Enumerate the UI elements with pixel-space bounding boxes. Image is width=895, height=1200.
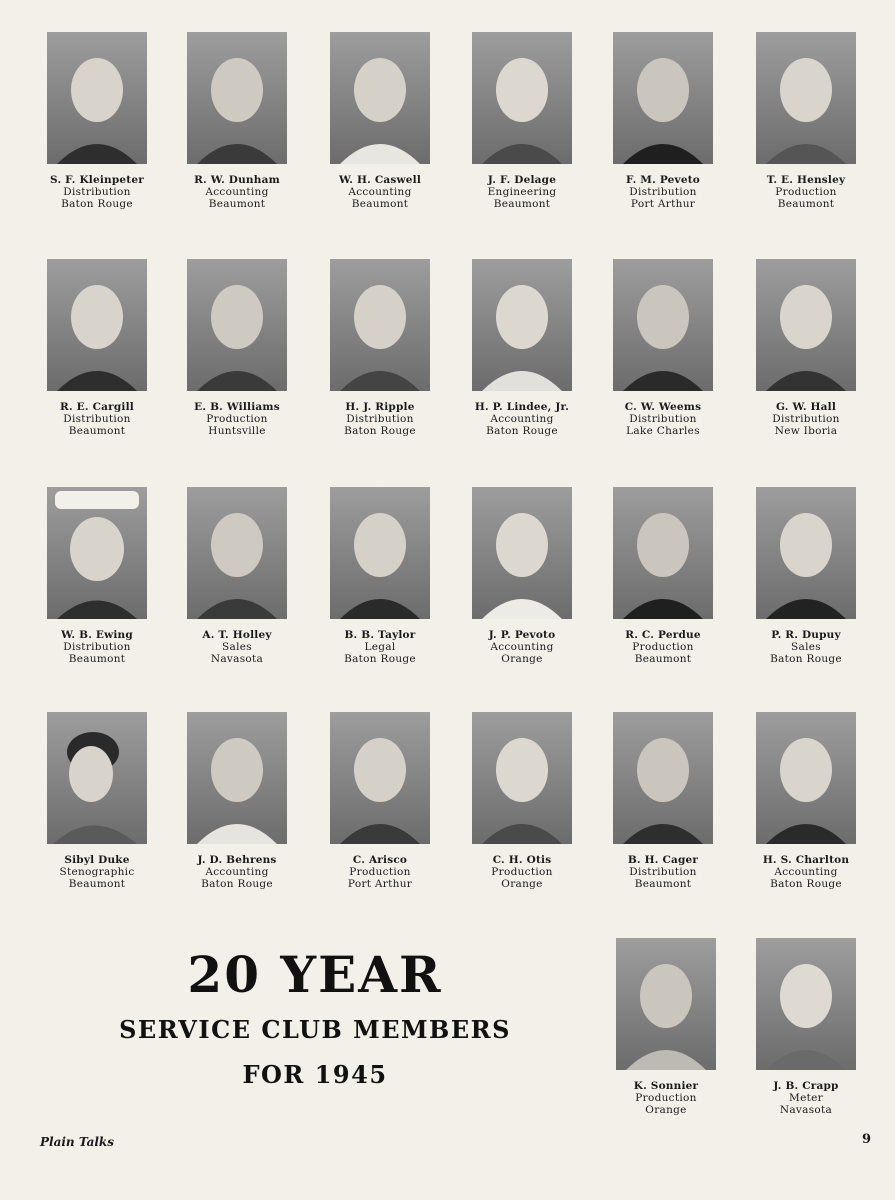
member-card <box>172 712 302 890</box>
member-department: Sales <box>222 641 252 653</box>
member-portrait-photo <box>187 487 287 619</box>
member-card <box>32 487 162 665</box>
member-portrait-photo <box>187 32 287 164</box>
member-card <box>172 32 302 210</box>
member-location: Beaumont <box>634 653 692 665</box>
member-name: B. B. Taylor <box>344 629 416 641</box>
member-card <box>741 32 871 210</box>
member-name: C. Arisco <box>352 854 408 866</box>
member-location: Lake Charles <box>626 425 700 437</box>
member-name: F. M. Peveto <box>626 174 700 186</box>
headline-year: FOR 1945 <box>242 1060 388 1089</box>
member-location: Beaumont <box>208 198 266 210</box>
member-card <box>315 259 445 437</box>
member-location: Navasota <box>210 653 264 665</box>
member-department: Production <box>635 1092 697 1104</box>
member-card <box>457 32 587 210</box>
member-location: Baton Rouge <box>344 653 416 665</box>
member-location: Baton Rouge <box>486 425 558 437</box>
member-location: Beaumont <box>351 198 409 210</box>
member-card <box>601 938 731 1116</box>
member-card <box>741 938 871 1116</box>
member-department: Accounting <box>774 866 838 878</box>
member-card <box>598 32 728 210</box>
member-location: Beaumont <box>68 425 126 437</box>
member-portrait-photo <box>756 487 856 619</box>
page-number: 9 <box>861 1132 871 1147</box>
member-portrait-photo <box>616 938 716 1070</box>
member-location: Baton Rouge <box>770 878 842 890</box>
headline-service-club: SERVICE CLUB MEMBERS <box>119 1015 511 1044</box>
member-department: Accounting <box>490 641 554 653</box>
member-location: Beaumont <box>777 198 835 210</box>
member-card <box>315 32 445 210</box>
member-department: Accounting <box>490 413 554 425</box>
member-portrait-photo <box>330 487 430 619</box>
member-card <box>457 712 587 890</box>
member-portrait-photo <box>330 712 430 844</box>
member-portrait-photo <box>47 487 147 619</box>
member-name: W. B. Ewing <box>61 629 133 641</box>
member-portrait-photo <box>187 712 287 844</box>
member-portrait-photo <box>47 712 147 844</box>
member-department: Distribution <box>346 413 414 425</box>
member-department: Accounting <box>205 186 269 198</box>
member-portrait-photo <box>613 712 713 844</box>
member-department: Stenographic <box>59 866 135 878</box>
member-department: Sales <box>791 641 821 653</box>
member-portrait-photo <box>330 259 430 391</box>
member-name: J. F. Delage <box>487 174 557 186</box>
member-portrait-photo <box>756 32 856 164</box>
member-portrait-photo <box>613 487 713 619</box>
member-card <box>32 32 162 210</box>
member-department: Production <box>775 186 837 198</box>
member-location: Orange <box>501 653 543 665</box>
member-name: S. F. Kleinpeter <box>50 174 144 186</box>
member-name: E. B. Williams <box>194 401 280 413</box>
member-name: W. H. Caswell <box>338 174 422 186</box>
headline-years: 20 YEAR <box>187 945 443 1004</box>
member-department: Distribution <box>629 413 697 425</box>
member-name: J. P. Pevoto <box>488 629 556 641</box>
member-portrait-photo <box>613 32 713 164</box>
member-department: Production <box>206 413 268 425</box>
member-location: Baton Rouge <box>770 653 842 665</box>
member-name: C. H. Otis <box>492 854 552 866</box>
member-name: R. W. Dunham <box>194 174 280 186</box>
member-location: Baton Rouge <box>344 425 416 437</box>
member-department: Accounting <box>348 186 412 198</box>
member-portrait-photo <box>47 32 147 164</box>
member-location: Navasota <box>779 1104 833 1116</box>
member-department: Distribution <box>63 186 131 198</box>
member-department: Distribution <box>63 413 131 425</box>
member-portrait-photo <box>472 487 572 619</box>
member-location: Port Arthur <box>347 878 413 890</box>
member-name: G. W. Hall <box>775 401 837 413</box>
member-portrait-photo <box>472 712 572 844</box>
member-name: C. W. Weems <box>624 401 702 413</box>
member-department: Production <box>632 641 694 653</box>
member-card <box>598 259 728 437</box>
member-card <box>741 712 871 890</box>
member-location: Port Arthur <box>630 198 696 210</box>
member-portrait-photo <box>47 259 147 391</box>
member-portrait-photo <box>756 259 856 391</box>
member-name: H. S. Charlton <box>762 854 850 866</box>
publication-name: Plain Talks <box>40 1135 115 1149</box>
member-department: Distribution <box>772 413 840 425</box>
member-portrait-photo <box>330 32 430 164</box>
member-name: J. B. Crapp <box>773 1080 839 1092</box>
member-location: Orange <box>501 878 543 890</box>
member-card <box>32 259 162 437</box>
member-name: R. C. Perdue <box>625 629 701 641</box>
member-name: T. E. Hensley <box>766 174 846 186</box>
member-name: B. H. Cager <box>627 854 699 866</box>
member-location: Huntsville <box>208 425 266 437</box>
member-card <box>457 487 587 665</box>
member-location: New Iboria <box>774 425 838 437</box>
member-name: Sibyl Duke <box>64 854 130 866</box>
member-card <box>598 487 728 665</box>
member-name: H. J. Ripple <box>345 401 415 413</box>
member-card <box>172 259 302 437</box>
member-portrait-photo <box>613 259 713 391</box>
member-name: J. D. Behrens <box>197 854 277 866</box>
member-location: Beaumont <box>68 878 126 890</box>
member-department: Engineering <box>487 186 557 198</box>
member-portrait-photo <box>756 938 856 1070</box>
member-portrait-photo <box>756 712 856 844</box>
member-name: P. R. Dupuy <box>771 629 841 641</box>
member-card <box>741 487 871 665</box>
member-card <box>598 712 728 890</box>
member-card <box>315 712 445 890</box>
member-location: Beaumont <box>493 198 551 210</box>
member-card <box>172 487 302 665</box>
member-department: Accounting <box>205 866 269 878</box>
member-card <box>315 487 445 665</box>
member-department: Production <box>491 866 553 878</box>
member-portrait-photo <box>472 259 572 391</box>
member-location: Beaumont <box>634 878 692 890</box>
member-portrait-photo <box>472 32 572 164</box>
member-card <box>741 259 871 437</box>
member-portrait-photo <box>187 259 287 391</box>
member-location: Beaumont <box>68 653 126 665</box>
member-card <box>457 259 587 437</box>
member-department: Distribution <box>63 641 131 653</box>
member-name: K. Sonnier <box>633 1080 699 1092</box>
member-name: H. P. Lindee, Jr. <box>474 401 570 413</box>
member-department: Distribution <box>629 866 697 878</box>
member-department: Legal <box>364 641 396 653</box>
member-location: Baton Rouge <box>201 878 273 890</box>
member-department: Production <box>349 866 411 878</box>
member-card <box>32 712 162 890</box>
member-department: Meter <box>789 1092 823 1104</box>
member-name: R. E. Cargill <box>60 401 134 413</box>
member-location: Orange <box>645 1104 687 1116</box>
member-location: Baton Rouge <box>61 198 133 210</box>
member-department: Distribution <box>629 186 697 198</box>
member-name: A. T. Holley <box>202 629 272 641</box>
